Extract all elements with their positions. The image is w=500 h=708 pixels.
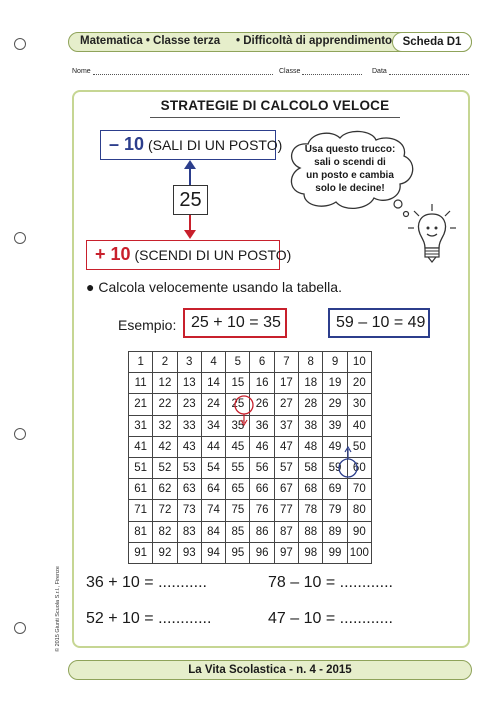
arrow-up-icon	[184, 160, 196, 169]
grid-row	[129, 415, 372, 436]
grid-cell: 55	[226, 457, 250, 478]
grid-cell: 88	[299, 521, 323, 542]
grid-cell: 47	[274, 436, 298, 457]
grid-cell: 1	[129, 352, 153, 373]
grid-cell: 31	[129, 415, 153, 436]
grid-cell: 50	[347, 436, 371, 457]
minus-ten-op: – 10	[109, 134, 145, 154]
grid-cell: 97	[274, 542, 298, 563]
grid-cell: 10	[347, 352, 371, 373]
grid-cell: 11	[129, 373, 153, 394]
binder-hole-1	[14, 38, 26, 50]
grid-cell: 56	[250, 457, 274, 478]
grid-cell: 60	[347, 457, 371, 478]
grid-cell: 51	[129, 457, 153, 478]
name-field	[72, 68, 273, 75]
binder-hole-4	[14, 622, 26, 634]
footer-bar: La Vita Scolastica - n. 4 - 2015	[68, 660, 472, 680]
grid-cell: 52	[153, 457, 177, 478]
grid-cell: 46	[250, 436, 274, 457]
grid-row	[129, 542, 372, 563]
grid-cell: 96	[250, 542, 274, 563]
grid-cell: 41	[129, 436, 153, 457]
grid-cell: 53	[177, 457, 201, 478]
grid-cell: 36	[250, 415, 274, 436]
grid-cell: 37	[274, 415, 298, 436]
grid-cell: 3	[177, 352, 201, 373]
tip-line-1: Usa questo trucco:	[304, 144, 396, 155]
grid-row	[129, 352, 372, 373]
grid-row	[129, 479, 372, 500]
minus-ten-text: (SALI DI UN POSTO)	[147, 137, 283, 153]
instruction	[86, 279, 342, 295]
exercise-1: 36 + 10 = ...........	[86, 574, 207, 591]
grid-cell: 79	[323, 500, 347, 521]
grid-cell: 28	[299, 394, 323, 415]
grid-cell: 95	[226, 542, 250, 563]
grid-cell: 84	[201, 521, 225, 542]
grid-cell: 23	[177, 394, 201, 415]
grid-cell: 64	[201, 479, 225, 500]
grid-cell: 92	[153, 542, 177, 563]
exercise-3: 52 + 10 = ............	[86, 610, 212, 627]
grid-cell: 57	[274, 457, 298, 478]
bullet-icon: ●	[86, 279, 95, 295]
grid-row	[129, 394, 372, 415]
grid-cell: 29	[323, 394, 347, 415]
grid-cell: 15	[226, 373, 250, 394]
grid-cell: 93	[177, 542, 201, 563]
grid-row	[129, 457, 372, 478]
grid-cell: 48	[299, 436, 323, 457]
grid-cell: 14	[201, 373, 225, 394]
grid-cell: 4	[201, 352, 225, 373]
title-underline	[150, 117, 400, 118]
grid-cell: 98	[299, 542, 323, 563]
grid-cell: 2	[153, 352, 177, 373]
example-label: Esempio:	[118, 317, 177, 333]
grid-row	[129, 373, 372, 394]
grid-cell: 38	[299, 415, 323, 436]
grid-cell: 44	[201, 436, 225, 457]
exercise-2: 78 – 10 = ............	[268, 574, 393, 591]
grid-cell: 27	[274, 394, 298, 415]
grid-cell: 82	[153, 521, 177, 542]
grid-cell: 70	[347, 479, 371, 500]
lightbulb-icon	[404, 202, 460, 266]
grid-cell: 75	[226, 500, 250, 521]
grid-cell: 19	[323, 373, 347, 394]
grid-cell: 76	[250, 500, 274, 521]
binder-hole-3	[14, 428, 26, 440]
grid-cell: 62	[153, 479, 177, 500]
grid-cell: 89	[323, 521, 347, 542]
grid-cell: 22	[153, 394, 177, 415]
grid-cell: 9	[323, 352, 347, 373]
grid-cell: 13	[177, 373, 201, 394]
grid-cell: 68	[299, 479, 323, 500]
grid-cell: 24	[201, 394, 225, 415]
grid-cell: 17	[274, 373, 298, 394]
grid-cell: 26	[250, 394, 274, 415]
grid-cell: 83	[177, 521, 201, 542]
grid-cell: 91	[129, 542, 153, 563]
grid-cell: 40	[347, 415, 371, 436]
tip-line-2: sali o scendi di	[314, 157, 386, 168]
grid-cell: 81	[129, 521, 153, 542]
grid-cell: 73	[177, 500, 201, 521]
grid-cell: 8	[299, 352, 323, 373]
grid-cell: 59	[323, 457, 347, 478]
header-topic: • Difficoltà di apprendimento	[236, 35, 393, 47]
grid-cell: 94	[201, 542, 225, 563]
grid-cell: 32	[153, 415, 177, 436]
grid-cell: 86	[250, 521, 274, 542]
minus-ten-box	[100, 130, 283, 160]
date-label: Data	[372, 68, 387, 75]
grid-cell: 16	[250, 373, 274, 394]
grid-cell: 35	[226, 415, 250, 436]
worksheet-title: STRATEGIE DI CALCOLO VELOCE	[160, 98, 390, 113]
grid-cell: 49	[323, 436, 347, 457]
grid-cell: 63	[177, 479, 201, 500]
tip-line-3: un posto e cambia	[306, 170, 394, 181]
grid-cell: 30	[347, 394, 371, 415]
grid-cell: 78	[299, 500, 323, 521]
grid-cell: 61	[129, 479, 153, 500]
grid-cell: 25	[226, 394, 250, 415]
example-red-box: 25 + 10 = 35	[183, 308, 287, 338]
grid-cell: 43	[177, 436, 201, 457]
arrow-down-icon	[184, 230, 196, 239]
number-table	[128, 351, 372, 564]
grid-cell: 6	[250, 352, 274, 373]
grid-cell: 80	[347, 500, 371, 521]
header-subject: Matematica • Classe terza	[80, 35, 221, 47]
grid-cell: 85	[226, 521, 250, 542]
grid-cell: 100	[347, 542, 371, 563]
grid-cell: 7	[274, 352, 298, 373]
date-field	[372, 68, 469, 75]
grid-cell: 54	[201, 457, 225, 478]
name-label: Nome	[72, 68, 91, 75]
plus-ten-box	[86, 240, 292, 270]
tip-line-4: solo le decine!	[315, 183, 385, 194]
grid-cell: 74	[201, 500, 225, 521]
grid-cell: 42	[153, 436, 177, 457]
example-blue-box: 59 – 10 = 49	[328, 308, 430, 338]
grid-cell: 72	[153, 500, 177, 521]
grid-cell: 69	[323, 479, 347, 500]
copyright-notice: © 2015 Giunti Scuola S.r.l., Firenze	[55, 566, 61, 652]
grid-cell: 12	[153, 373, 177, 394]
grid-row	[129, 500, 372, 521]
grid-row	[129, 521, 372, 542]
grid-cell: 21	[129, 394, 153, 415]
plus-ten-text: (SCENDI DI UN POSTO)	[134, 247, 292, 263]
grid-cell: 34	[201, 415, 225, 436]
plus-ten-op: + 10	[95, 244, 131, 264]
grid-cell: 99	[323, 542, 347, 563]
center-number-box: 25	[173, 185, 208, 215]
sheet-label: Scheda D1	[392, 32, 472, 52]
grid-cell: 90	[347, 521, 371, 542]
grid-cell: 5	[226, 352, 250, 373]
grid-cell: 45	[226, 436, 250, 457]
grid-cell: 87	[274, 521, 298, 542]
grid-cell: 77	[274, 500, 298, 521]
binder-hole-2	[14, 232, 26, 244]
grid-cell: 20	[347, 373, 371, 394]
grid-cell: 18	[299, 373, 323, 394]
grid-cell: 33	[177, 415, 201, 436]
grid-cell: 71	[129, 500, 153, 521]
grid-cell: 66	[250, 479, 274, 500]
instruction-text: Calcola velocemente usando la tabella.	[98, 279, 342, 295]
class-field	[279, 68, 362, 75]
grid-cell: 58	[299, 457, 323, 478]
grid-cell: 67	[274, 479, 298, 500]
grid-cell: 65	[226, 479, 250, 500]
exercise-4: 47 – 10 = ............	[268, 610, 393, 627]
tip-text	[288, 143, 412, 195]
grid-cell: 39	[323, 415, 347, 436]
class-label: Classe	[279, 68, 301, 75]
grid-row	[129, 436, 372, 457]
